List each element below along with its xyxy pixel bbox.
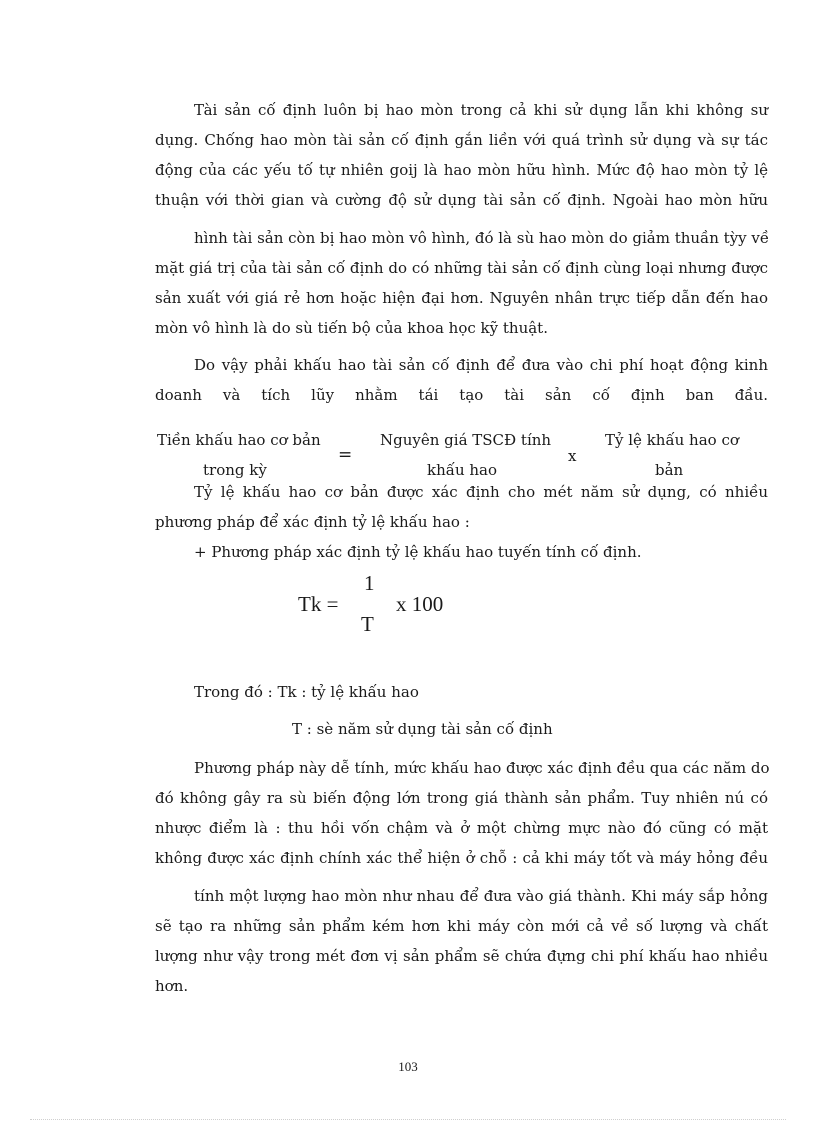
text-line: Phương pháp này dễ tính, mức khấu hao được xác định đều qua các năm do <box>194 759 770 777</box>
formula-right-line2: bản <box>655 461 684 479</box>
text-line: đó không gây ra sù biến động lớn trong giá thành sản phẩm. Tuy nhiên nú có <box>155 789 768 807</box>
formula-mid-line1: Nguyên giá TSCĐ tính <box>380 431 552 449</box>
text-line: phương pháp để xác định tỷ lệ khấu hao : <box>155 513 470 531</box>
text-line: dụng. Chống hao mòn tài sản cố định gắn liền với quá trình sử dụng và sự tác <box>155 131 768 149</box>
formula-left-line1: Tiền khấu hao cơ bản <box>157 431 321 449</box>
formula-rhs: x 100 <box>396 592 444 616</box>
text-line: hình tài sản còn bị hao mòn vô hình, đó là sù hao mòn do giảm thuần tỳy về <box>194 229 770 247</box>
text-line: mặt giá trị của tài sản cố định do có những tài sản cố định cùng loại nhưng được <box>155 259 768 277</box>
page-bottom-divider <box>30 1119 786 1120</box>
text-line: sẽ tạo ra những sản phẩm kém hơn khi máy còn mới cả về số lượng và chất <box>155 917 768 935</box>
text-line: tính một lượng hao mòn như nhau để đưa vào giá thành. Khi máy sắp hỏng <box>194 887 768 905</box>
formula-lhs: Tk = <box>298 592 339 616</box>
text-line: động của các yếu tố tự nhiên goij là hao mòn hữu hình. Mức độ hao mòn tỷ lệ <box>155 161 768 179</box>
text-line: Do vậy phải khấu hao tài sản cố định để đưa vào chi phí hoạt động kinh <box>194 356 768 374</box>
formula-mid-line2: khấu hao <box>427 461 498 479</box>
text-line: sản xuất với giá rẻ hơn hoặc hiện đại hơn. Nguyên nhân trực tiếp dẫn đến hao <box>155 289 768 307</box>
text-line: nhược điểm là : thu hồi vốn chậm và ở một chừng mực nào đó cũng có mặt <box>155 819 768 837</box>
text-line: không được xác định chính xác thể hiện ở chỗ : cả khi máy tốt và máy hỏng đều <box>155 849 768 867</box>
text-line: mòn vô hình là do sù tiến bộ của khoa học kỹ thuật. <box>155 319 548 337</box>
where-line-2: T : sè năm sử dụng tài sản cố định <box>292 720 553 738</box>
page-number: 103 <box>398 1059 418 1074</box>
text-line: doanh và tích lũy nhằm tái tạo tài sản cố định ban đầu. <box>155 386 768 404</box>
formula-denominator: T <box>361 612 374 636</box>
formula-equals: = <box>338 445 353 465</box>
formula-left-line2: trong kỳ <box>203 461 267 479</box>
text-line: Tỷ lệ khấu hao cơ bản được xác định cho mét năm sử dụng, có nhiều <box>194 483 768 501</box>
formula-numerator: 1 <box>364 571 375 595</box>
method-line: + Phương pháp xác định tỷ lệ khấu hao tuyến tính cố định. <box>194 543 642 561</box>
text-line: thuận với thời gian và cường độ sử dụng tài sản cố định. Ngoài hao mòn hữu <box>155 191 768 209</box>
formula-right-line1: Tỷ lệ khấu hao cơ <box>605 431 739 449</box>
where-line-1: Trong đó : Tk : tỷ lệ khấu hao <box>194 683 419 701</box>
text-line: lượng như vậy trong mét đơn vị sản phẩm sẽ chứa đựng chi phí khấu hao nhiều <box>155 947 768 965</box>
text-line: Tài sản cố định luôn bị hao mòn trong cả khi sử dụng lẫn khi không sư <box>194 101 768 119</box>
formula-times: x <box>568 447 577 465</box>
text-line: hơn. <box>155 977 189 995</box>
